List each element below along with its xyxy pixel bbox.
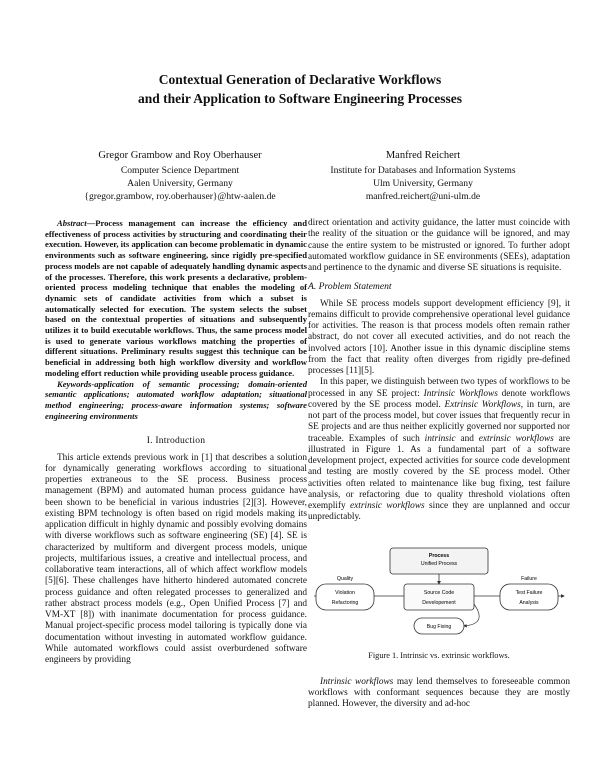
- text-run: may lend themselves to foreseeable common workflows with conformant sequences because they are mostly planned. However, the diversity and ad-hoc: [308, 676, 570, 710]
- paper-title: [0, 70, 600, 108]
- source-code-label: Source Code: [423, 589, 455, 596]
- author-names: Manfred Reichert: [385, 150, 461, 161]
- section-heading: I. Introduction: [146, 435, 206, 447]
- source-code-box: [404, 584, 474, 610]
- abstract-label: Abstract: [57, 218, 87, 228]
- figure-caption: Figure 1. Intrinsic vs. extrinsic workflows.: [368, 650, 510, 660]
- problem-paragraph-1: While SE process models support development efficiency [9], it remains difficult to provide comprehensive operational level guidance for activities. The reason is that process models often remain rather abstract, do not cover all executed activities, and do not reach the involved actors [10]. Another issue in this dynamic discipline stems from the fact that reality often diverges from rigidly pre-defined processes [11][5].: [308, 298, 570, 376]
- author-university: Aalen University, Germany: [127, 178, 233, 189]
- workflow-diagram: [308, 544, 570, 640]
- title-line-1: Contextual Generation of Declarative Workflows: [158, 72, 442, 87]
- right-column: [308, 218, 570, 711]
- problem-paragraph-2: [308, 377, 570, 523]
- author-affiliation: Institute for Databases and Information Systems: [330, 165, 516, 176]
- analysis-label: Analysis: [519, 599, 539, 606]
- text-run: are illustrated in Figure 1. As a fundamental part of a software development project, expected activities for source code development and testing are mostly covered by the SE process model. Other activities often related to maintenance like bug fixing, test failure analysis, or refactoring due to quality threshold violations often exemplify: [308, 433, 570, 511]
- author-affiliation: Computer Science Department: [120, 165, 240, 176]
- test-failure-label: Test Failure: [515, 589, 543, 596]
- text-run: denote workflows covered by the SE process model.: [308, 388, 570, 410]
- text-run: In this paper, we distinguish between two types of workflows to be processed in any SE project:: [308, 377, 570, 399]
- text-run: , in turn, are not part of the process model, but cover issues that frequently recur in SE projects and are thus neither explicitly governed nor supported nor traceable. Examples of such: [308, 399, 570, 444]
- test-failure-box: [500, 584, 558, 610]
- intro-paragraph: This article extends previous work in [1] that describes a solution for dynamically generating workflows according to situational properties extraneous to the SE process. Business process management (BPM) and automated human process guidance have been shown to be beneficial in various industries [2][3]. However, existing BPM technology is often based on rigid models making its application difficult in highly dynamic and possibly evolving domains with diverse workflows such as software engineering (SE) [4]. SE is characterized by multiform and divergent process models, unique projects, multifarious issues, a creative and intellectual process, and collaborative team interactions, all of which affect workflow models [5][6]. These challenges have hitherto hindered automated concrete process guidance and often relegated processes to generalized and rather abstract process models (e.g., Open Unified Process [7] and VM-XT [8]) with inanimate documentation for process guidance. Manual project-specific process model tailoring is typically done via documentation without investing in automated workflow guidance. While automated workflows could assist overburdened software engineers by providing: [45, 452, 307, 666]
- refactoring-label: Refactoring: [331, 599, 359, 606]
- left-column: [45, 218, 307, 666]
- abstract: [45, 218, 307, 379]
- quality-label: Quality: [336, 575, 354, 582]
- term-extrinsic: extrinsic workflows: [478, 433, 554, 444]
- text-run: since they are unplanned and occur unpredictably.: [308, 501, 570, 523]
- author-block-2: [298, 149, 548, 203]
- abstract-text: —Process management can increase the efficiency and effectiveness of process activities by structuring and coordinating their execution. However, its application can become problematic in dynamic environments such as software engineering, since rigidly pre-specified process models are not capable of adequately handling dynamic aspects of the processes. Therefore, this work presents a declarative, problem-oriented process modeling technique that enables the modeling of dynamic sets of candidate activities from which a subset is automatically selected for execution. The system selects the subset based on the contextual properties of situations and subsequently utilizes it to build executable workflows. Thus, the same process model is used to generate various workflows matching the properties of different situations. Preliminary results suggest this technique can be beneficial in addressing both high workflow diversity and workflow modeling effort reduction while providing useable process guidance.: [45, 218, 307, 378]
- title-line-2: and their Application to Software Engineering Processes: [138, 91, 462, 106]
- violation-label: Violation: [335, 589, 355, 596]
- term-extrinsic: Extrinsic Workflows: [444, 399, 521, 410]
- author-names: Gregor Grambow and Roy Oberhauser: [98, 150, 262, 161]
- term-intrinsic: intrinsic: [424, 433, 456, 444]
- unified-process-label: Unified Process: [420, 560, 458, 567]
- term-intrinsic: Intrinsic Workflows: [423, 388, 498, 399]
- figure-1: [308, 544, 570, 640]
- author-email: manfred.reichert@uni-ulm.de: [365, 191, 481, 202]
- refactoring-box: [316, 584, 374, 610]
- keywords: Keywords-application of semantic processing; domain-oriented semantic applications; automated workflow adaptation; situational method engineering; process-aware information systems; software engineering environments: [45, 378, 307, 421]
- term-extrinsic: extrinsic workflows: [350, 501, 425, 511]
- author-email: {gregor.grambow, roy.oberhauser}@htw-aalen.de: [84, 191, 276, 202]
- subsection-heading: A. Problem Statement: [308, 281, 392, 293]
- author-university: Ulm University, Germany: [373, 178, 473, 189]
- term-intrinsic: Intrinsic workflows: [320, 676, 394, 687]
- developement-label: Developement: [422, 599, 456, 606]
- failure-label: Failure: [521, 575, 537, 582]
- intrinsic-paragraph: [308, 677, 570, 711]
- text-run: and: [455, 433, 479, 444]
- bug-fixing-label: Bug Fixing: [426, 623, 452, 630]
- continued-paragraph: direct orientation and activity guidance, the latter must coincide with the reality of the situation or the guidance will be ignored, and may cause the entire system to be mistrusted or ignored. To further adopt automated workflow guidance in SE environments (SEEs), adaptation and pertinence to the dynamic and diverse SE situations is requisite.: [308, 218, 570, 273]
- process-label: Process: [428, 552, 450, 559]
- author-block-1: [55, 149, 305, 203]
